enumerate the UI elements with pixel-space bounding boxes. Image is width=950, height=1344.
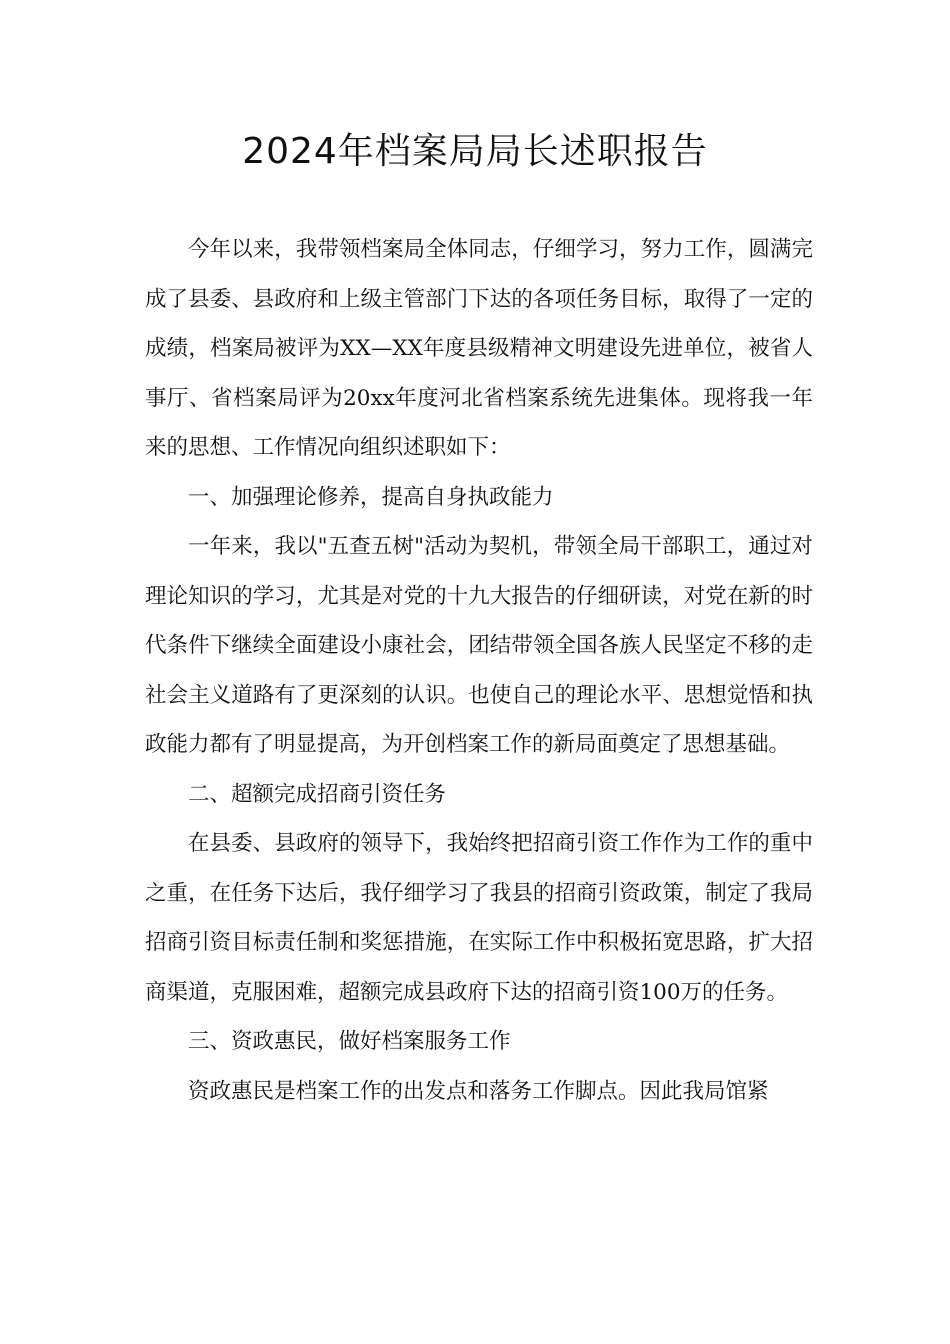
intro-paragraph: 今年以来，我带领档案局全体同志，仔细学习，努力工作，圆满完成了县委、县政府和上级主管部门下达的各项任务目标，取得了一定的成绩，档案局被评为XX—XX年度县级精神文明建设先进单位，被省人事厅、省档案局评为20xx年度河北省档案系统先进集体。现将我一年来的思想、工作情况向组织述职如下： [145,237,813,460]
section-3-paragraph: 资政惠民是档案工作的出发点和落务工作脚点。因此我局馆紧 [188,1078,769,1104]
section-1-paragraph: 一年来，我以"五查五树"活动为契机，带领全局干部职工，通过对理论知识的学习，尤其是对党的十九大报告的仔细研读，对党在新的时代条件下继续全面建设小康社会，团结带领全国各族人民坚定不移的走社会主义道路有了更深刻的认识。也使自己的理论水平、思想觉悟和执政能力都有了明显提高，为开创档案工作的新局面奠定了思想基础。 [145,534,813,757]
section-2-paragraph: 在县委、县政府的领导下，我始终把招商引资工作作为工作的重中之重，在任务下达后，我仔细学习了我县的招商引资政策，制定了我局招商引资目标责任制和奖惩措施，在实际工作中积极拓宽思路，扩大招商渠道，克服困难，超额完成县政府下达的招商引资100万的任务。 [145,831,813,1005]
document-title: 2024年档案局局长述职报告 [242,131,708,172]
document-body [145,225,813,1116]
section-heading-1: 一、加强理论修养，提高自身执政能力 [188,484,554,510]
section-heading-2: 二、超额完成招商引资任务 [188,781,447,807]
section-heading-3: 三、资政惠民，做好档案服务工作 [188,1029,511,1054]
